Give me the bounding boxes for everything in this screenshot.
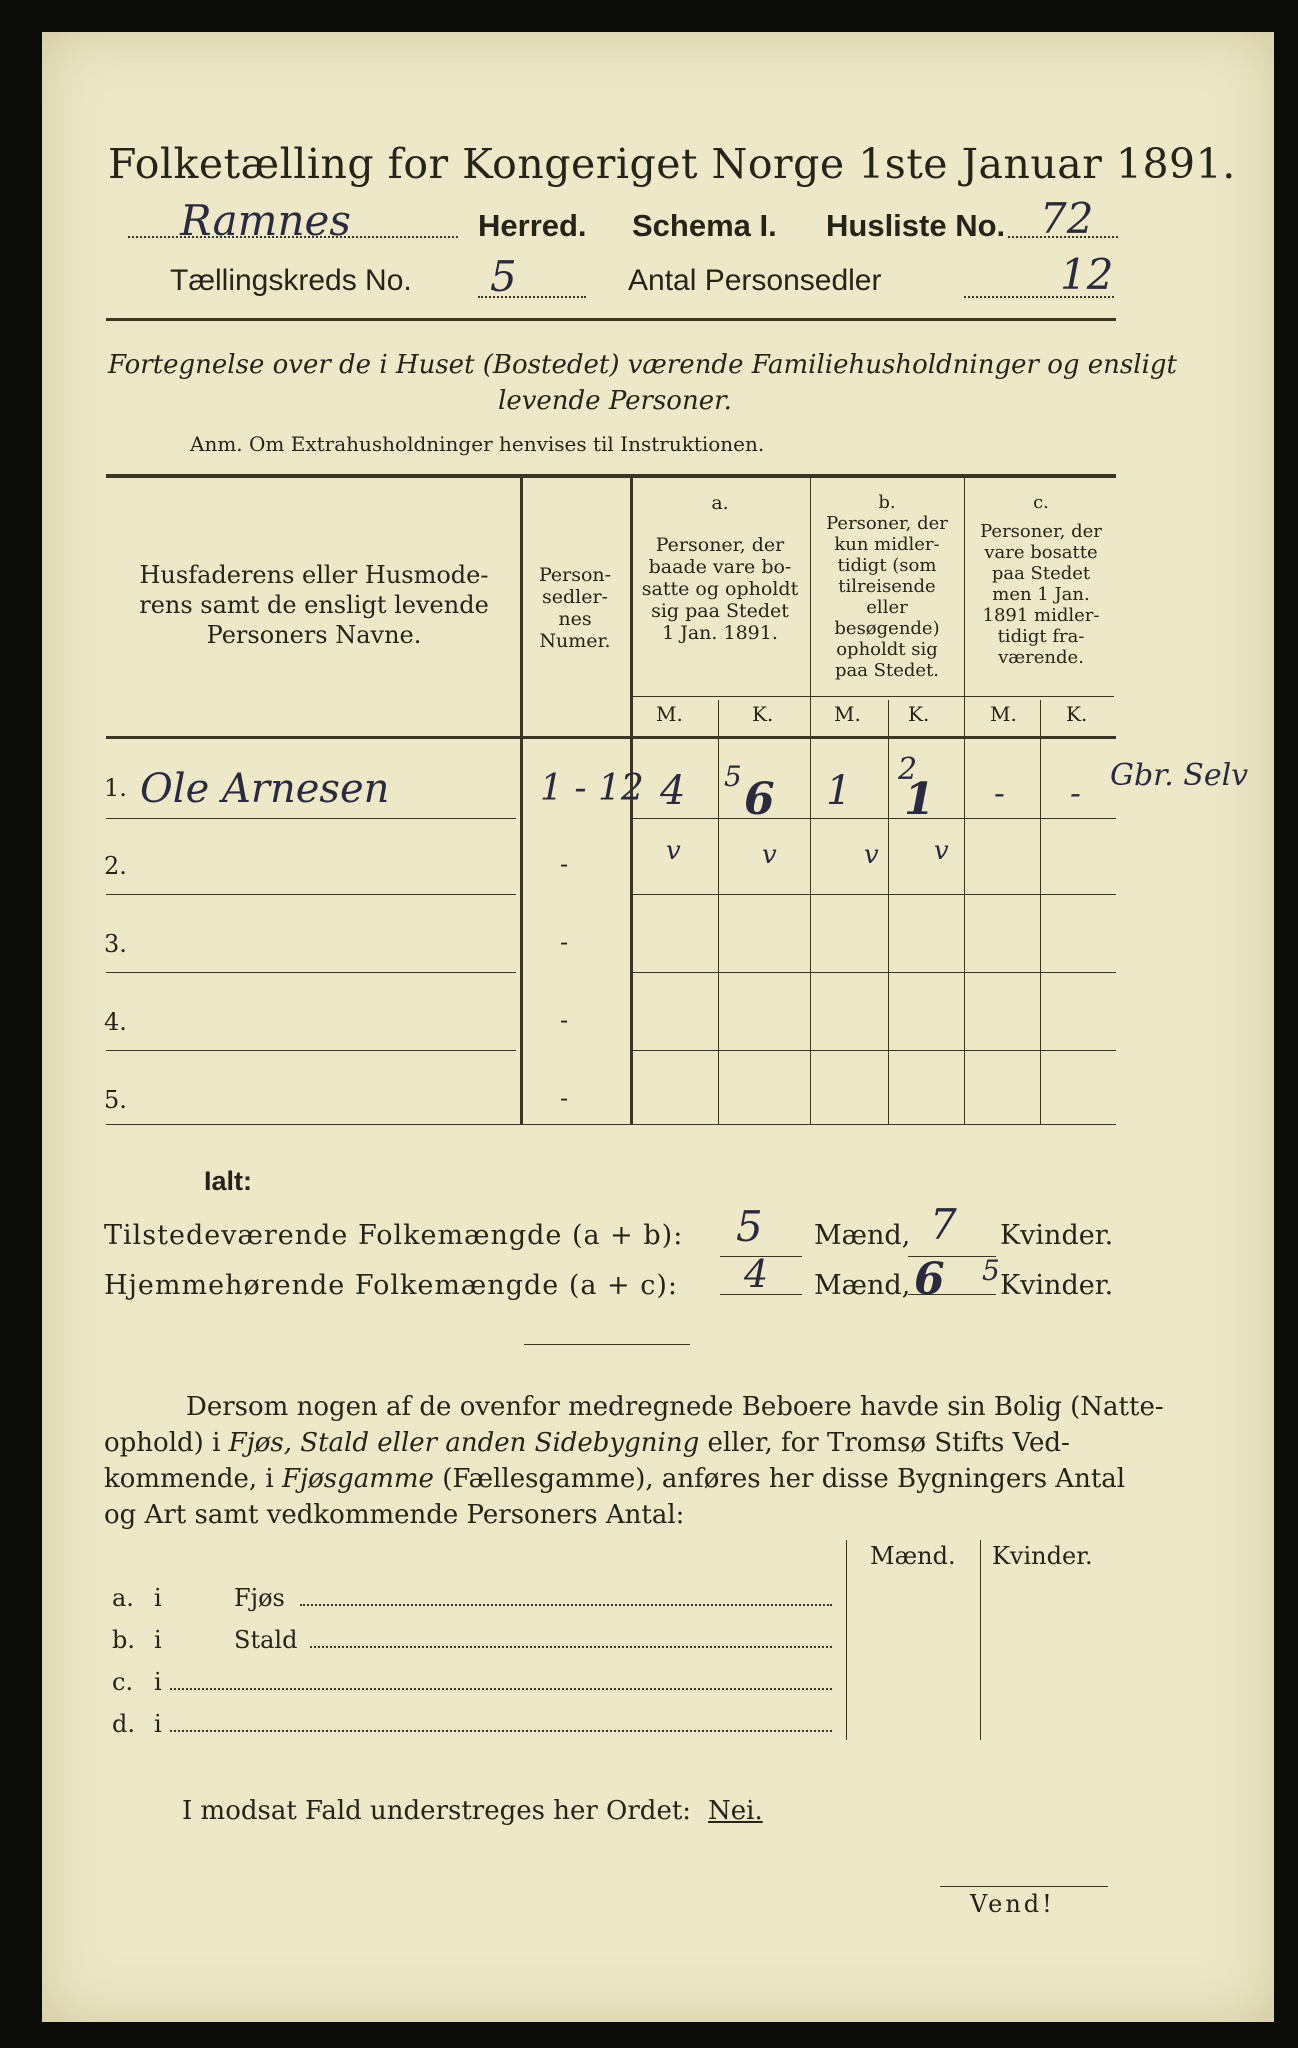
- row-b-k: 1: [904, 774, 935, 825]
- col-header-b-line: kun midler-: [834, 534, 940, 555]
- buildings-col-kvinder: Kvinder.: [992, 1542, 1093, 1570]
- item-i: i: [154, 1584, 162, 1612]
- row-numer: -: [560, 1084, 569, 1112]
- item-letter: d.: [112, 1710, 135, 1738]
- col-header-b-line: opholdt sig: [836, 639, 938, 660]
- col-header-b-line: eller: [866, 597, 908, 618]
- col-divider-c: [964, 476, 965, 1124]
- paragraph-emphasis: Fjøsgamme: [282, 1464, 434, 1494]
- col-header-b-line: paa Stedet.: [834, 660, 940, 681]
- col-header-b-line: besøgende): [834, 618, 940, 639]
- hjemmehorende-label: Hjemmehørende Folkemængde (a + c):: [104, 1270, 678, 1301]
- paragraph-line-2: [104, 1428, 1070, 1458]
- row-4-line: [106, 1050, 516, 1051]
- col-header-numer-line: nes: [558, 608, 592, 630]
- row-b-k-crossed: 2: [898, 752, 918, 787]
- kreds-label: Tællingskreds No.: [170, 264, 412, 297]
- paragraph-line-4: og Art samt vedkommende Personers Antal:: [104, 1500, 685, 1530]
- hjemmehorende-maend-value: 4: [744, 1252, 769, 1296]
- mk-rule: [630, 696, 1114, 697]
- row-numer: 1 - 12: [540, 768, 644, 809]
- maend-label: Mænd,: [814, 1270, 911, 1301]
- col-header-c-line: paa Stedet: [991, 563, 1091, 584]
- paragraph-emphasis: Fjøs, Stald eller anden Sidebygning: [228, 1428, 700, 1458]
- col-header-numer-line: Person-: [538, 564, 612, 586]
- col-divider-cm: [1040, 700, 1041, 1124]
- row-1-line: [106, 818, 516, 819]
- item-dotline: [300, 1604, 832, 1606]
- col-divider-b: [810, 476, 811, 1124]
- row-number: 2.: [104, 852, 127, 880]
- row-b-m: v: [864, 840, 879, 870]
- row-c-m: -: [994, 774, 1005, 812]
- form-title: Folketælling for Kongeriget Norge 1ste Januar 1891.: [108, 140, 1236, 188]
- section-divider: [524, 1344, 690, 1345]
- subheader-b-k: K.: [908, 702, 930, 726]
- buildings-divider-1: [846, 1540, 847, 1740]
- col-header-a-line: baade vare bo-: [648, 556, 792, 578]
- col-header-b-line: tilreisende: [838, 576, 936, 597]
- col-header-c-line: men 1 Jan.: [992, 584, 1090, 605]
- subheader-b-m: M.: [834, 702, 861, 726]
- col-header-b-line: Personer, der: [826, 513, 948, 534]
- row-a-k-crossed: 5: [724, 760, 742, 793]
- table-bottom-rule: [106, 1124, 1116, 1125]
- col-header-c-line: Personer, der: [980, 521, 1102, 542]
- col-header-numer: [522, 564, 628, 652]
- subheader-c-m: M.: [990, 702, 1017, 726]
- row-a-k: v: [762, 840, 777, 870]
- col-header-name-line: rens samt de ensligt levende: [139, 591, 489, 619]
- row-1-line-right: [632, 818, 1116, 819]
- item-i: i: [154, 1626, 162, 1654]
- item-dotline: [170, 1688, 832, 1690]
- col-divider-am: [718, 700, 719, 1124]
- item-letter: a.: [112, 1584, 134, 1612]
- row-b-k: v: [934, 836, 949, 866]
- col-header-name: [126, 560, 502, 650]
- col-header-b-letter: b.: [878, 492, 896, 513]
- maend-label: Mænd,: [814, 1220, 911, 1251]
- row-number: 4.: [104, 1008, 127, 1036]
- anm-note: Anm. Om Extrahusholdninger henvises til Instruktionen.: [190, 432, 765, 456]
- vend-rule: [940, 1886, 1108, 1887]
- col-header-a-line: Personer, der: [655, 534, 785, 556]
- row-a-k: 6: [744, 774, 775, 825]
- kreds-number: 5: [490, 252, 517, 301]
- col-header-b-line: tidigt (som: [837, 555, 937, 576]
- row-4-line-right: [632, 1050, 1116, 1051]
- row-3-line: [106, 972, 516, 973]
- row-number: 5.: [104, 1086, 127, 1114]
- vend-text: Vend!: [970, 1890, 1055, 1918]
- intro-line-2: levende Personer.: [498, 386, 732, 416]
- tilstedevaerende-kvinder-value: 7: [930, 1200, 957, 1249]
- row-name: Ole Arnesen: [140, 766, 390, 812]
- col-divider-bm: [888, 700, 889, 1124]
- col-header-c-line: værende.: [998, 647, 1084, 668]
- item-letter: c.: [112, 1668, 134, 1696]
- col-header-numer-line: sedler-: [542, 586, 608, 608]
- row-a-m: v: [666, 836, 681, 866]
- col-header-c-line: vare bosatte: [984, 542, 1098, 563]
- modsat-fald-text: I modsat Fald understreges her Ordet:: [182, 1796, 692, 1826]
- row-numer: -: [560, 850, 569, 878]
- item-label: Fjøs: [234, 1584, 285, 1612]
- item-dotline: [310, 1646, 832, 1648]
- col-header-a-line: sig paa Stedet: [651, 600, 789, 622]
- kvinder-label: Kvinder.: [1000, 1220, 1114, 1251]
- herred-name-handwritten: Ramnes: [180, 196, 351, 245]
- item-dotline: [170, 1730, 832, 1732]
- subheader-c-k: K.: [1066, 702, 1088, 726]
- col-header-a: [632, 492, 808, 644]
- paragraph-text: (Fællesgamme), anføres her disse Bygningers Antal: [433, 1464, 1126, 1494]
- col-header-a-line: 1 Jan. 1891.: [662, 622, 778, 644]
- buildings-col-maend: Mænd.: [870, 1542, 956, 1570]
- col-header-c-letter: c.: [1033, 492, 1049, 513]
- hjemmehorende-kvinder-value: 6: [914, 1254, 945, 1305]
- tilstedevaerende-label: Tilstedeværende Folkemængde (a + b):: [104, 1220, 684, 1251]
- paragraph-text: kommende, i: [104, 1464, 282, 1494]
- row-note: Gbr. Selv: [1110, 758, 1249, 793]
- item-i: i: [154, 1668, 162, 1696]
- census-form-page: [42, 32, 1274, 2022]
- item-i: i: [154, 1710, 162, 1738]
- tilstedevaerende-maend-value: 5: [736, 1202, 763, 1251]
- row-3-line-right: [632, 972, 1116, 973]
- item-letter: b.: [112, 1626, 135, 1654]
- antal-personsedler-number: 12: [1060, 250, 1114, 299]
- col-header-numer-line: Numer.: [539, 630, 611, 652]
- row-numer: -: [560, 1006, 569, 1034]
- husliste-number: 72: [1040, 194, 1094, 243]
- col-header-c-line: tidigt fra-: [997, 626, 1085, 647]
- buildings-divider-2: [980, 1540, 981, 1740]
- kvinder-label: Kvinder.: [1000, 1270, 1114, 1301]
- col-header-name-line: Personers Navne.: [206, 621, 422, 649]
- paragraph-text: ophold) i: [104, 1428, 229, 1458]
- col-header-a-letter: a.: [711, 492, 729, 514]
- subheader-a-k: K.: [752, 702, 774, 726]
- item-label: Stald: [234, 1626, 298, 1654]
- row-a-m: 4: [660, 768, 686, 814]
- intro-line-1: Fortegnelse over de i Huset (Bostedet) værende Familiehusholdninger og ensligt: [108, 350, 1177, 380]
- paragraph-line-1: Dersom nogen af de ovenfor medregnede Beboere havde sin Bolig (Natte-: [186, 1392, 1164, 1422]
- husliste-label: Husliste No.: [826, 208, 1006, 243]
- herred-label: Herred.: [478, 208, 587, 243]
- paragraph-text: eller, for Tromsø Stifts Ved-: [699, 1428, 1070, 1458]
- row-c-k: -: [1070, 774, 1081, 812]
- nei-word: Nei.: [708, 1796, 763, 1826]
- header-rule: [106, 318, 1116, 321]
- col-header-a-line: satte og opholdt: [641, 578, 799, 600]
- row-2-line-right: [632, 894, 1116, 895]
- paragraph-line-3: [104, 1464, 1125, 1494]
- col-header-name-line: Husfaderens eller Husmode-: [139, 561, 489, 589]
- antal-personsedler-label: Antal Personsedler: [628, 264, 882, 297]
- hjemmehorende-kvinder-corrected: 5: [982, 1254, 1000, 1287]
- row-number: 1.: [104, 774, 127, 802]
- col-header-c: [966, 492, 1116, 668]
- col-header-b: [812, 492, 962, 681]
- row-b-m: 1: [826, 768, 852, 814]
- col-header-c-line: 1891 midler-: [982, 605, 1100, 626]
- schema-label: Schema I.: [632, 208, 777, 243]
- row-numer: -: [560, 928, 569, 956]
- row-number: 3.: [104, 930, 127, 958]
- subheader-a-m: M.: [656, 702, 683, 726]
- ialt-label: Ialt:: [204, 1166, 253, 1196]
- row-2-line: [106, 894, 516, 895]
